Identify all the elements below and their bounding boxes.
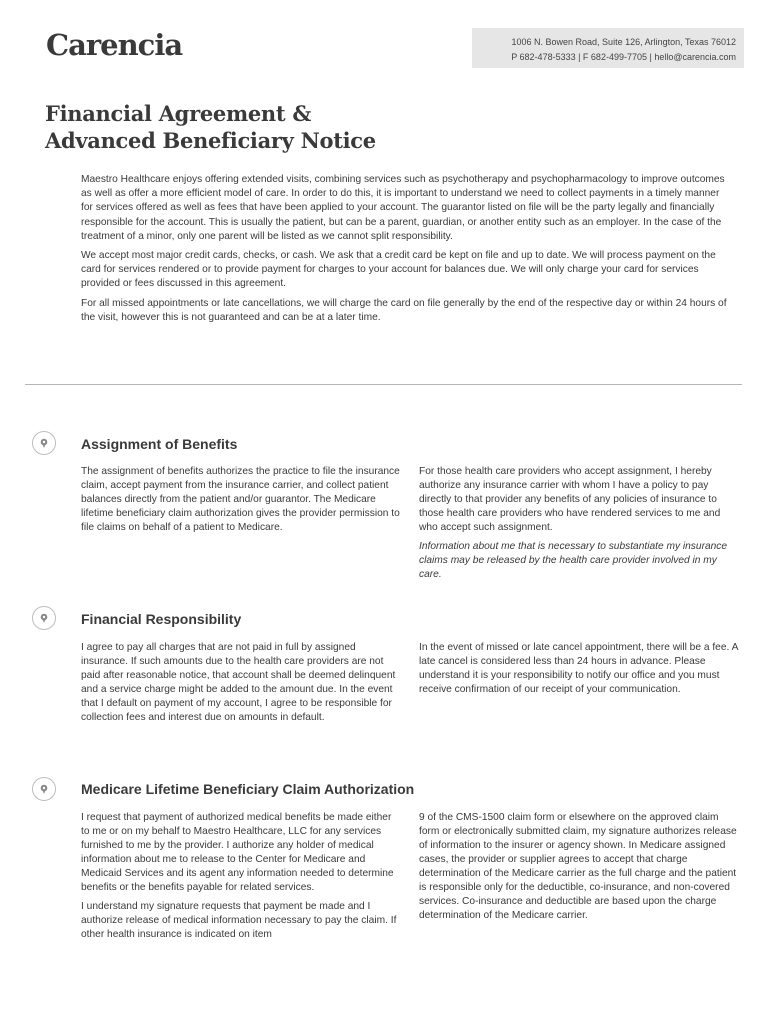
location-pin-icon: [32, 431, 56, 455]
financial-right-paragraph: In the event of missed or late cancel appointment, there will be a fee. A late cancel is considered less than 24 hours in advance. Please understand it is your responsibility to notify our office and you must receive confirmation of our receipt of your communication.: [419, 642, 738, 695]
financial-right-column: [419, 641, 739, 702]
title-line-2: Advanced Beneficiary Notice: [45, 128, 376, 153]
address-line: 1006 N. Bowen Road, Suite 126, Arlington, Texas 76012: [511, 37, 736, 47]
assignment-left-paragraph: The assignment of benefits authorizes the practice to file the insurance claim, accept payment from the insurance carrier, and collect patient balances directly from the patient and/or guarantor. The Medicare lifetime beneficiary claim authorization gives the provider permission to file claims on behalf of a patient to Medicare.: [81, 466, 400, 533]
assignment-right-column: [419, 465, 739, 587]
assignment-right-paragraph: For those health care providers who accept assignment, I hereby authorize any insurance carrier with whom I have a policy to pay directly to that provider any benefits of any policies of insurance to those health care providers who have rendered services to me and who accept such assignment.: [419, 466, 721, 533]
medicare-left-column: [81, 811, 401, 947]
assignment-of-benefits-title: Assignment of Benefits: [81, 436, 238, 452]
contact-info-box: [472, 28, 744, 68]
section-divider: [25, 384, 742, 385]
intro-paragraph-1: Maestro Healthcare enjoys offering extended visits, combining services such as psychotherapy and psychopharmacology to improve outcomes as well as offer a more efficient model of care. In order to do this, it is important to understand we need to collect payments in a timely manner for services offered as well as fees that have been applied to your account. The guarantor listed on file will be the party legally and financially responsible for the account. This is usually the patient, but can be a parent, guardian, or another entity such as an employer. In the case of the treatment of a minor, only one parent will be listed as we cannot split responsibility.: [81, 174, 725, 242]
title-line-1: Financial Agreement &: [45, 101, 311, 126]
medicare-right-paragraph: 9 of the CMS-1500 claim form or elsewhere on the approved claim form or electronically submitted claim, my signature authorizes release of information to the insurer or agency shown. In Medicare assigned cases, the provider or supplier agrees to accept that charge determination of the Medicare carrier as the full charge and the patient is responsible only for the deductible, co-insurance, and non-covered services. Co-insurance and deductible are based upon the charge determination of the Medicare carrier.: [419, 812, 737, 921]
medicare-left-paragraph-1: I request that payment of authorized medical benefits be made either to me or on my behalf to Maestro Healthcare, LLC for any services furnished to me by the provider. I authorize any holder of medical information about me to release to the Center for Medicare and Medicaid Services and its agent any information needed to determine benefits or the benefits payable for related services.: [81, 812, 394, 893]
intro-paragraph-3: For all missed appointments or late cancellations, we will charge the card on file generally by the end of the respective day or within 24 hours of the visit, however this is not guaranteed and can be at a later time.: [81, 297, 727, 323]
intro-paragraph-2: We accept most major credit cards, checks, or cash. We ask that a credit card be kept on file and up to date. We will process payment on the card for services rendered or to provide payment for charges to your account for balances due. We will only charge your card for services provided or fees discussed in this agreement.: [81, 250, 716, 290]
financial-left-paragraph: I agree to pay all charges that are not paid in full by assigned insurance. If such amounts due to the health care providers are not paid after reasonable notice, that account shall be deemed delinquent and a service charge might be added to the amount due. In the event that I default on payment of my account, I agree to be responsible for collection fees and interest due on amounts in default.: [81, 642, 396, 723]
financial-left-column: [81, 641, 401, 730]
medicare-left-paragraph-2: I understand my signature requests that payment be made and I authorize release of medical information necessary to pay the claim. If other health insurance is indicated on item: [81, 901, 397, 940]
assignment-left-column: [81, 465, 401, 540]
location-pin-icon: [32, 606, 56, 630]
financial-responsibility-title: Financial Responsibility: [81, 611, 242, 627]
assignment-right-italic-paragraph: Information about me that is necessary to substantiate my insurance claims may be released by the health care provider involved in my care.: [419, 541, 728, 580]
location-pin-icon: [32, 777, 56, 801]
medicare-right-column: [419, 811, 739, 928]
intro-text: [81, 173, 729, 330]
carencia-logo: Carencia: [46, 28, 183, 62]
medicare-authorization-title: Medicare Lifetime Beneficiary Claim Authorization: [81, 781, 415, 797]
phone-email-line: P 682-478-5333 | F 682-499-7705 | hello@carencia.com: [511, 52, 736, 62]
page-title: [45, 100, 376, 154]
